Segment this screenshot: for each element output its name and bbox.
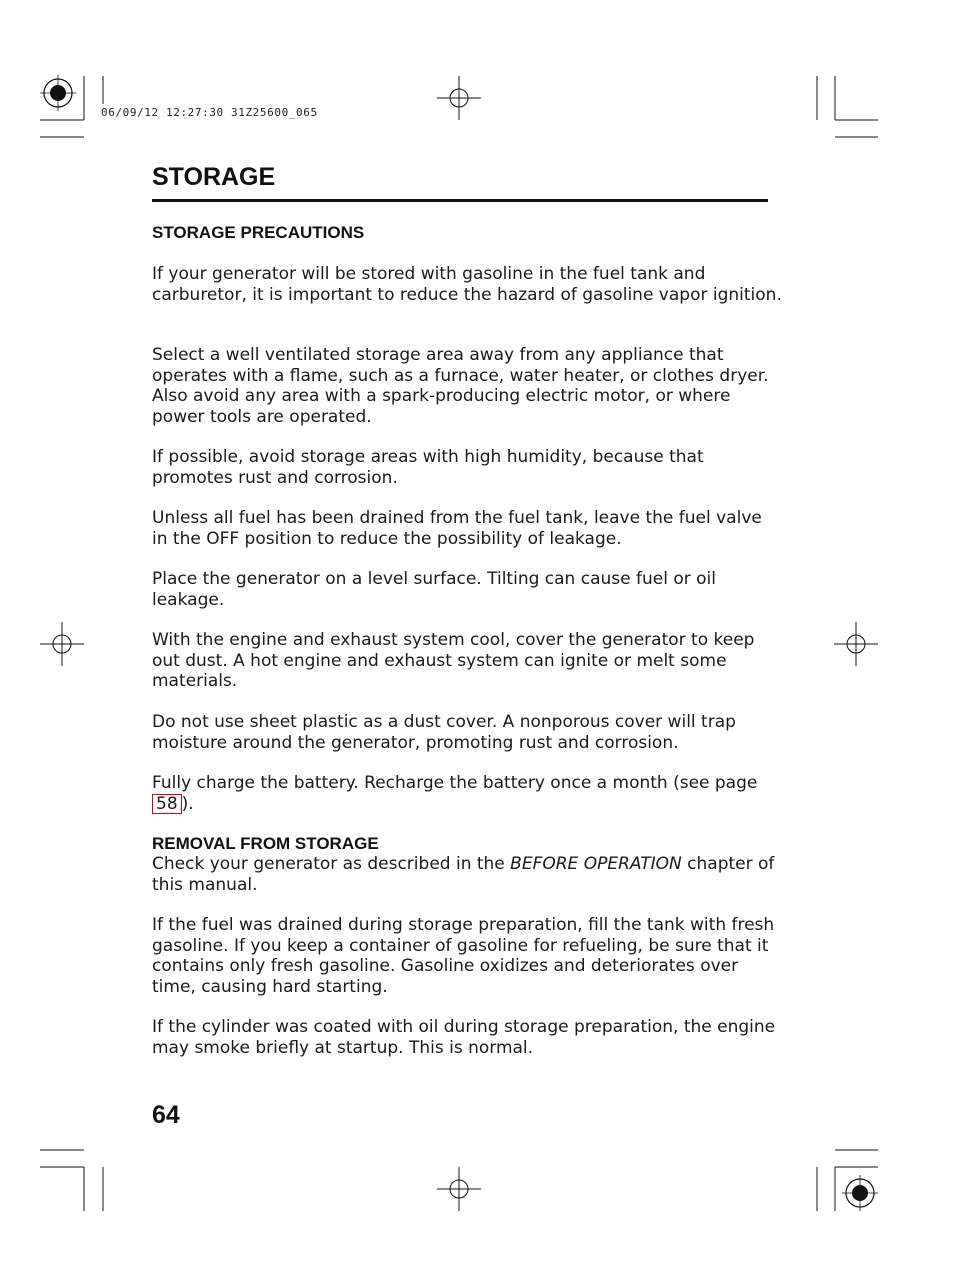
section-heading-storage-precautions: STORAGE PRECAUTIONS [152, 223, 365, 242]
crosshair-middle-left [40, 622, 84, 666]
paragraph-gasoline-hazard: If your generator will be stored with gasoline in the fuel tank and carburetor, it is important to reduce the hazard of gasoline vapor ignition. [152, 264, 782, 305]
page-58-link[interactable]: 58 [152, 794, 182, 814]
paragraph-sheet-plastic: Do not use sheet plastic as a dust cover. A nonporous cover will trap moisture around the generator, promoting rust and corrosion. [152, 712, 736, 753]
paragraph-check-generator [152, 854, 782, 895]
title-rule [152, 199, 768, 202]
page-number: 64 [152, 1101, 180, 1129]
paragraph-battery [152, 773, 782, 814]
paragraph-cylinder-smoke: If the cylinder was coated with oil during storage preparation, the engine may smoke briefly at startup. This is normal. [152, 1017, 776, 1058]
paragraph-level-surface: Place the generator on a level surface. Tilting can cause fuel or oil leakage. [152, 569, 716, 610]
paragraph-dust-cover: With the engine and exhaust system cool, cover the generator to keep out dust. A hot engine and exhaust system can ignite or melt some materials. [152, 630, 755, 691]
crosshair-middle-right [834, 622, 878, 666]
crosshair-bottom-center [437, 1167, 481, 1211]
page-title: STORAGE [152, 163, 276, 191]
registration-mark-bottom-right [842, 1175, 878, 1211]
paragraph-humidity: If possible, avoid storage areas with high humidity, because that promotes rust and corrosion. [152, 447, 704, 488]
battery-text: Fully charge the battery. Recharge the battery once a month (see page [152, 773, 758, 793]
check-text-end: chapter of this manual. [152, 854, 775, 895]
before-operation-reference: BEFORE OPERATION [510, 854, 682, 874]
paragraph-fresh-gasoline: If the fuel was drained during storage preparation, fill the tank with fresh gasoline. If you keep a container of gasoline for refueling, be sure that it contains only fresh gasoline. Gasoline oxidizes and deteriorates over time, causing hard starting. [152, 915, 775, 997]
battery-text-end: ). [181, 793, 194, 814]
print-stamp: 06/09/12 12:27:30 31Z25600_065 [101, 106, 318, 119]
paragraph-fuel-valve: Unless all fuel has been drained from the fuel tank, leave the fuel valve in the OFF position to reduce the possibility of leakage. [152, 508, 762, 549]
registration-mark-top-left [40, 75, 76, 111]
crosshair-top-center [437, 76, 481, 120]
paragraph-storage-area: Select a well ventilated storage area away from any appliance that operates with a flame, such as a furnace, water heater, or clothes dryer. Also avoid any area with a spark-producing electric motor, or where power tools are operated. [152, 345, 769, 427]
section-heading-removal-from-storage: REMOVAL FROM STORAGE [152, 834, 379, 853]
check-text: Check your generator as described in the [152, 854, 511, 874]
